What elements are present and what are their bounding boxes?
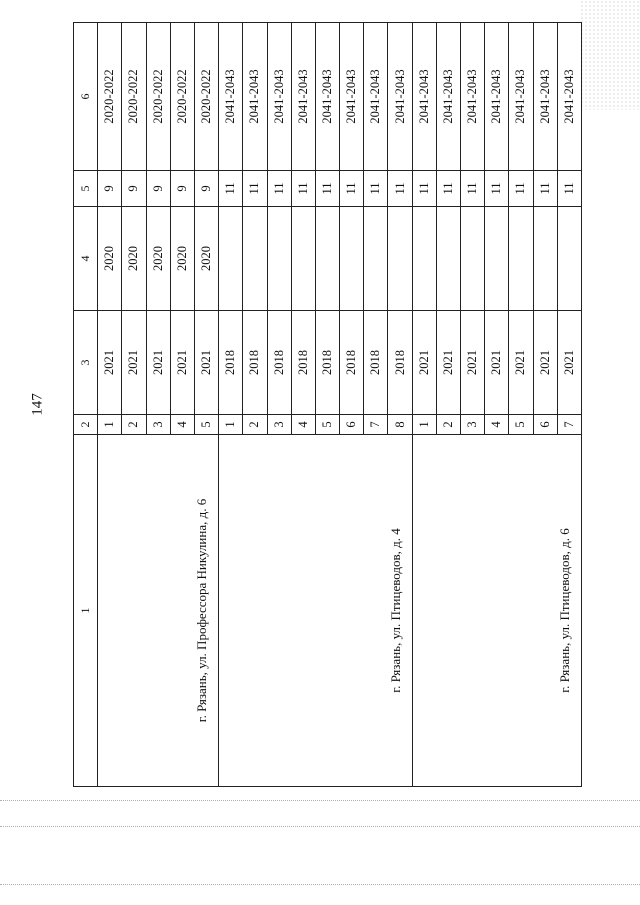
table-cell: 2021 <box>412 311 436 415</box>
table-cell: 2018 <box>267 311 291 415</box>
table-cell: 2018 <box>219 311 243 415</box>
table-cell: 3 <box>146 415 170 435</box>
table-cell: 11 <box>533 171 557 207</box>
table-cell: 2 <box>436 415 460 435</box>
table-cell: 11 <box>340 171 364 207</box>
table-cell: 7 <box>557 415 581 435</box>
table-cell: 2020 <box>194 207 218 311</box>
table-cell: 3 <box>267 415 291 435</box>
scan-line <box>0 800 640 802</box>
table-cell <box>243 207 267 311</box>
column-header: 3 <box>74 311 98 415</box>
table-cell: 2021 <box>533 311 557 415</box>
column-header: 5 <box>74 171 98 207</box>
data-table <box>73 22 582 787</box>
table-cell <box>364 207 388 311</box>
table-cell: 2021 <box>122 311 146 415</box>
table-cell: 11 <box>412 171 436 207</box>
table-cell: 2018 <box>243 311 267 415</box>
table-cell: 2021 <box>485 311 509 415</box>
table-cell: 2018 <box>388 311 412 415</box>
table-header-row <box>74 23 98 787</box>
table-cell <box>509 207 533 311</box>
table-cell: 11 <box>243 171 267 207</box>
table-cell: 4 <box>485 415 509 435</box>
table-cell: 5 <box>194 415 218 435</box>
table-cell <box>388 207 412 311</box>
scan-line <box>0 884 640 886</box>
table-cell: 9 <box>194 171 218 207</box>
table-cell: 2041-2043 <box>436 23 460 171</box>
table-cell: 2021 <box>194 311 218 415</box>
table-cell: 9 <box>170 171 194 207</box>
table-cell: 9 <box>146 171 170 207</box>
table-cell: 2041-2043 <box>509 23 533 171</box>
table-cell: 1 <box>219 415 243 435</box>
table-cell: 2041-2043 <box>412 23 436 171</box>
table-cell: 2020 <box>122 207 146 311</box>
table-cell: 2020 <box>170 207 194 311</box>
table-cell: 11 <box>315 171 339 207</box>
table-cell: 6 <box>340 415 364 435</box>
column-header: 1 <box>74 435 98 787</box>
table-cell <box>436 207 460 311</box>
table-cell: 11 <box>461 171 485 207</box>
table-cell: 2020-2022 <box>122 23 146 171</box>
scan-line <box>0 826 640 828</box>
table-cell: 2018 <box>340 311 364 415</box>
table-cell: 9 <box>122 171 146 207</box>
table-cell: 9 <box>98 171 122 207</box>
table-cell: 2041-2043 <box>291 23 315 171</box>
table-cell: 7 <box>364 415 388 435</box>
table-cell: 11 <box>509 171 533 207</box>
table-container <box>73 23 581 787</box>
table-cell <box>219 207 243 311</box>
table-cell: 2018 <box>315 311 339 415</box>
table-cell: 1 <box>412 415 436 435</box>
table-cell <box>267 207 291 311</box>
table-cell: 11 <box>364 171 388 207</box>
table-cell: 2020-2022 <box>98 23 122 171</box>
address-cell: г. Рязань, ул. Профессора Никулина, д. 6 <box>98 435 219 787</box>
table-cell <box>412 207 436 311</box>
table-cell: 2018 <box>291 311 315 415</box>
table-cell: 11 <box>485 171 509 207</box>
table-cell: 2041-2043 <box>388 23 412 171</box>
table-cell: 2041-2043 <box>461 23 485 171</box>
table-cell: 11 <box>219 171 243 207</box>
table-cell: 2041-2043 <box>340 23 364 171</box>
table-cell: 2020 <box>146 207 170 311</box>
table-row <box>98 23 122 787</box>
scan-noise <box>580 0 640 110</box>
table-cell: 2020-2022 <box>170 23 194 171</box>
table-cell: 1 <box>98 415 122 435</box>
table-cell: 2 <box>122 415 146 435</box>
table-cell: 2041-2043 <box>315 23 339 171</box>
table-cell: 2041-2043 <box>219 23 243 171</box>
table-cell: 2018 <box>364 311 388 415</box>
column-header: 6 <box>74 23 98 171</box>
table-row <box>219 23 243 787</box>
table-cell <box>557 207 581 311</box>
column-header: 4 <box>74 207 98 311</box>
table-cell: 5 <box>509 415 533 435</box>
table-cell: 2021 <box>436 311 460 415</box>
address-cell: г. Рязань, ул. Птицеводов, д. 4 <box>219 435 413 787</box>
table-cell <box>533 207 557 311</box>
table-cell: 2021 <box>146 311 170 415</box>
table-cell: 5 <box>315 415 339 435</box>
table-cell <box>315 207 339 311</box>
table-cell: 2 <box>243 415 267 435</box>
table-cell: 2041-2043 <box>485 23 509 171</box>
table-cell: 6 <box>533 415 557 435</box>
table-cell: 8 <box>388 415 412 435</box>
table-cell: 4 <box>170 415 194 435</box>
column-header: 2 <box>74 415 98 435</box>
table-cell: 2020-2022 <box>194 23 218 171</box>
table-cell: 2041-2043 <box>364 23 388 171</box>
table-cell: 2021 <box>557 311 581 415</box>
table-cell <box>485 207 509 311</box>
table-cell: 11 <box>291 171 315 207</box>
table-cell: 2041-2043 <box>267 23 291 171</box>
table-cell: 2021 <box>461 311 485 415</box>
table-cell <box>340 207 364 311</box>
table-cell: 2021 <box>170 311 194 415</box>
table-cell: 2041-2043 <box>243 23 267 171</box>
table-cell: 2041-2043 <box>557 23 581 171</box>
table-cell: 11 <box>267 171 291 207</box>
table-cell: 2021 <box>98 311 122 415</box>
table-cell: 2020 <box>98 207 122 311</box>
table-cell: 11 <box>388 171 412 207</box>
table-cell: 3 <box>461 415 485 435</box>
table-cell <box>291 207 315 311</box>
table-cell: 11 <box>557 171 581 207</box>
page-number: 147 <box>29 393 46 416</box>
table-cell: 2020-2022 <box>146 23 170 171</box>
table-row <box>412 23 436 787</box>
table-cell <box>461 207 485 311</box>
table-cell: 4 <box>291 415 315 435</box>
table-cell: 2021 <box>509 311 533 415</box>
address-cell: г. Рязань, ул. Птицеводов, д. 6 <box>412 435 581 787</box>
table-cell: 11 <box>436 171 460 207</box>
table-cell: 2041-2043 <box>533 23 557 171</box>
